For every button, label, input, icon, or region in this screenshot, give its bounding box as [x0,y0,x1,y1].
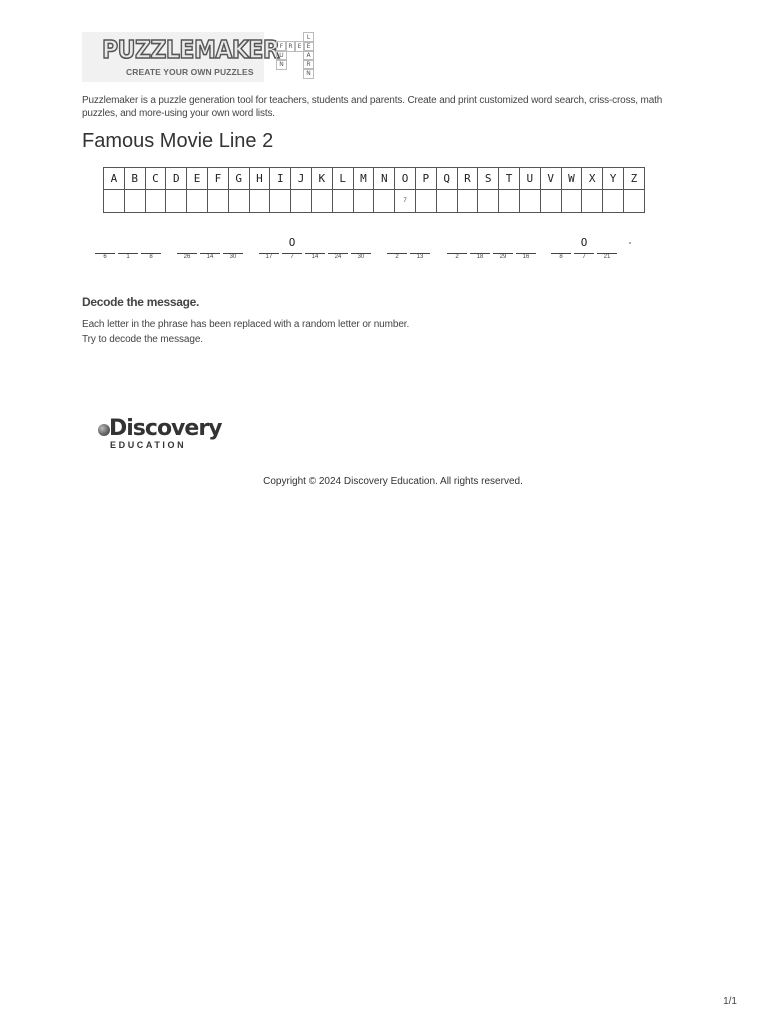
cipher-slot-code: 30 [229,254,237,260]
cipher-slot-letter [141,236,161,249]
cipher-slot-letter: O [288,236,296,249]
cipher-slot[interactable] [223,236,243,262]
key-letter-cell: A [104,168,125,190]
key-code-cell[interactable] [478,190,499,213]
cipher-slot-letter [328,236,348,249]
cipher-slot[interactable] [95,236,115,262]
cipher-slot-letter [305,236,325,249]
discovery-wordmark: Discovery [109,416,222,441]
key-code-cell[interactable] [374,190,395,213]
key-letter-cell: Q [436,168,457,190]
key-letter-cell: Z [623,168,644,190]
cipher-slot-code: 14 [206,254,214,260]
cipher-slot[interactable] [410,236,430,262]
puzzlemaker-logo [82,32,312,82]
logo-grid-cell: U [276,50,287,61]
cipher-slot-code: 8 [559,254,563,260]
cipher-slot-letter [597,236,617,249]
cipher-slot[interactable] [305,236,325,262]
key-letter-cell: P [415,168,436,190]
cipher-slot[interactable] [516,236,536,262]
key-letter-cell: U [519,168,540,190]
cipher-slot-letter [177,236,197,249]
key-letter-cell: F [207,168,228,190]
key-code-cell[interactable] [561,190,582,213]
instructions-heading: Decode the message. [82,295,200,309]
key-letter-cell: J [291,168,312,190]
cipher-slot-code: 16 [522,254,530,260]
key-letter-cell: K [311,168,332,190]
cipher-slot[interactable] [328,236,348,262]
cipher-slot[interactable] [551,236,571,262]
key-code-cell[interactable] [332,190,353,213]
cipher-slot-letter [200,236,220,249]
cipher-slot-code: 1 [126,254,130,260]
cipher-slot-letter [259,236,279,249]
logo-grid-cell: R [285,41,296,52]
key-letter-cell: D [166,168,187,190]
key-codes-row [104,190,645,213]
cipher-slot-code: 2 [455,254,459,260]
cipher-slot-letter [95,236,115,249]
key-code-cell[interactable] [249,190,270,213]
key-code-cell[interactable] [540,190,561,213]
key-code-cell[interactable] [104,190,125,213]
cipher-slot-code: 7 [582,254,586,260]
cipher-slot-letter [551,236,571,249]
logo-letter-grid [272,32,312,82]
key-code-cell[interactable]: 7 [395,190,416,213]
key-code-cell[interactable] [499,190,520,213]
key-code-cell[interactable] [603,190,624,213]
key-letter-cell: O [395,168,416,190]
key-letter-cell: C [145,168,166,190]
key-letter-cell: L [332,168,353,190]
cipher-slot-code: 24 [334,254,342,260]
cipher-slot-code: 17 [265,254,273,260]
key-code-cell[interactable] [519,190,540,213]
key-code-cell[interactable] [166,190,187,213]
cipher-slot-code: 26 [183,254,191,260]
logo-title: PUZZLEMAKER [102,36,280,65]
key-code-cell[interactable] [457,190,478,213]
logo-grid-cell: N [276,59,287,70]
key-letters-row [104,168,645,190]
key-letter-cell: R [457,168,478,190]
cipher-slot-letter [493,236,513,249]
cipher-slot-letter [387,236,407,249]
key-letter-cell: M [353,168,374,190]
key-code-cell[interactable] [582,190,603,213]
key-code-cell[interactable] [207,190,228,213]
key-code-cell[interactable] [623,190,644,213]
cipher-slot[interactable] [493,236,513,262]
cipher-slot[interactable] [141,236,161,262]
copyright-notice: Copyright © 2024 Discovery Education. All rights reserved. [263,476,523,487]
key-code-cell[interactable] [353,190,374,213]
key-code-cell[interactable] [311,190,332,213]
logo-tagline: CREATE YOUR OWN PUZZLES [126,67,254,77]
logo-grid-cell: R [303,59,314,70]
key-letter-cell: N [374,168,395,190]
cipher-slot[interactable] [200,236,220,262]
cipher-slot[interactable] [177,236,197,262]
intro-text: Puzzlemaker is a puzzle generation tool for teachers, students and parents. Create and print customized word search, criss-cross, math puzzles, and more-using your own word lists. [82,95,663,119]
puzzle-title: Famous Movie Line 2 [82,130,274,152]
logo-grid-cell: L [303,32,314,43]
key-letter-cell: V [540,168,561,190]
key-letter-cell: X [582,168,603,190]
cipher-slot-letter: O [580,236,588,249]
logo-grid-cell: F [276,41,287,52]
key-letter-cell: Y [603,168,624,190]
cipher-slot-code: 2 [395,254,399,260]
key-letter-cell: I [270,168,291,190]
key-code-cell[interactable] [415,190,436,213]
key-code-cell[interactable] [145,190,166,213]
key-letter-cell: G [228,168,249,190]
cipher-slot-code: 18 [476,254,484,260]
logo-grid-cell: N [303,68,314,79]
cipher-slot-code: 30 [357,254,365,260]
cipher-slot[interactable] [470,236,490,262]
logo-grid-cell: A [303,50,314,61]
cipher-slot-code: 14 [311,254,319,260]
key-letter-cell: W [561,168,582,190]
cipher-slot[interactable] [387,236,407,262]
cipher-slot-code: 21 [603,254,611,260]
cipher-slot-letter [447,236,467,249]
cipher-slot-code: 29 [499,254,507,260]
key-code-cell[interactable] [270,190,291,213]
encoded-message [0,236,768,266]
discovery-education-logo [97,418,227,454]
cipher-slot-code: 13 [416,254,424,260]
key-letter-cell: E [187,168,208,190]
cipher-slot-letter [223,236,243,249]
cipher-slot[interactable] [574,236,594,262]
key-code-cell[interactable] [291,190,312,213]
cipher-slot-code: 8 [149,254,153,260]
page-number: 1/1 [723,996,737,1007]
key-letter-cell: H [249,168,270,190]
cipher-slot[interactable] [351,236,371,262]
cipher-slot[interactable] [259,236,279,262]
education-wordmark: EDUCATION [110,440,187,450]
cipher-slot-letter [351,236,371,249]
instructions-line-2: Try to decode the message. [82,334,203,345]
cipher-slot-letter [410,236,430,249]
cipher-slot-code: 6 [103,254,107,260]
cipher-slot-letter [516,236,536,249]
logo-grid-cell: E [294,41,305,52]
logo-grid-cell: E [303,41,314,52]
cipher-slot[interactable] [447,236,467,262]
cipher-slot[interactable] [118,236,138,262]
key-code-cell[interactable] [187,190,208,213]
cipher-slot-letter [470,236,490,249]
instructions-line-1: Each letter in the phrase has been replaced with a random letter or number. [82,319,410,330]
cipher-key-table [103,167,645,213]
key-letter-cell: T [499,168,520,190]
cipher-slot[interactable] [597,236,617,262]
cipher-slot[interactable] [282,236,302,262]
puzzlemaker-wordmark [82,32,280,82]
key-code-cell[interactable] [228,190,249,213]
key-letter-cell: S [478,168,499,190]
cipher-slot-letter [118,236,138,249]
key-letter-cell: B [124,168,145,190]
key-code-cell[interactable] [436,190,457,213]
stray-dot [629,242,631,244]
cipher-slot-code: 7 [290,254,294,260]
key-code-cell[interactable] [124,190,145,213]
